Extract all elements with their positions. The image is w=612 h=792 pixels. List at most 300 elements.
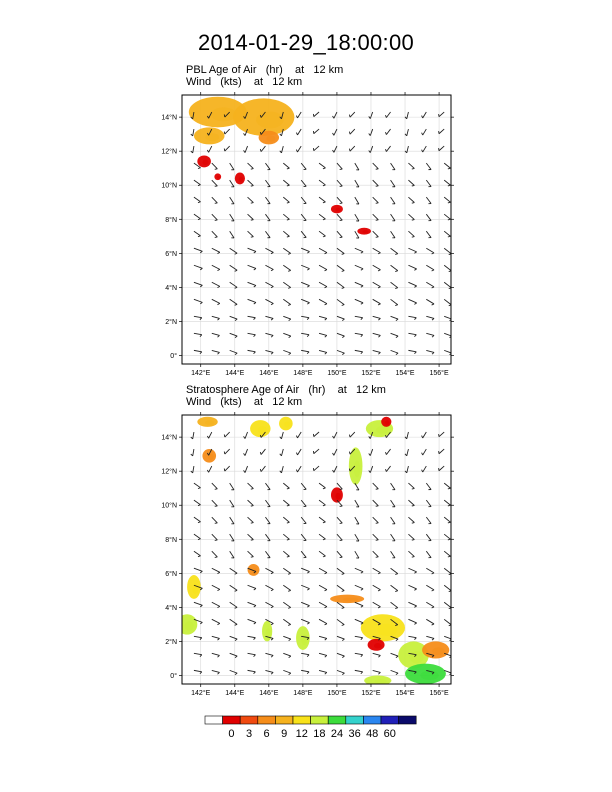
wind-vector bbox=[230, 483, 234, 490]
wind-vector bbox=[194, 483, 201, 488]
wind-barb bbox=[412, 557, 415, 558]
wind-vector bbox=[439, 466, 444, 471]
wind-vector bbox=[355, 248, 363, 252]
wind-vector bbox=[212, 636, 220, 638]
field-blob-core bbox=[205, 420, 214, 425]
wind-barb bbox=[251, 557, 254, 558]
wind-barb bbox=[412, 523, 415, 524]
wind-vector bbox=[319, 653, 327, 655]
wind-barb bbox=[342, 305, 345, 306]
wind-vector bbox=[265, 197, 270, 203]
wind-vector bbox=[391, 265, 398, 270]
wind-barb bbox=[361, 606, 363, 607]
wind-vector bbox=[193, 432, 194, 439]
wind-vector bbox=[373, 653, 381, 655]
wind-barb bbox=[251, 523, 254, 524]
wind-vector bbox=[391, 299, 398, 304]
wind-vector bbox=[319, 670, 327, 672]
wind-barb bbox=[288, 590, 290, 591]
wind-vector bbox=[319, 500, 325, 505]
wind-vector bbox=[212, 299, 220, 303]
wind-vector bbox=[373, 670, 381, 672]
map-plot-area bbox=[177, 415, 452, 686]
wind-barb bbox=[251, 169, 254, 170]
wind-barb bbox=[432, 270, 434, 271]
wind-vector bbox=[281, 146, 283, 153]
wind-barb bbox=[323, 236, 326, 237]
lat-tick-label: 10°N bbox=[161, 502, 177, 510]
wind-barb bbox=[432, 253, 434, 254]
field-blob-core bbox=[335, 493, 340, 500]
wind-vector bbox=[426, 534, 431, 540]
wind-vector bbox=[319, 517, 325, 522]
wind-vector bbox=[319, 299, 327, 303]
wind-vector bbox=[337, 636, 345, 639]
wind-barb bbox=[378, 590, 380, 591]
wind-vector bbox=[301, 653, 309, 654]
wind-vector bbox=[283, 163, 289, 168]
wind-vector bbox=[248, 551, 254, 556]
wind-barb bbox=[361, 303, 363, 304]
wind-vector bbox=[444, 197, 450, 202]
wind-vector bbox=[408, 265, 416, 269]
wind-vector bbox=[248, 163, 254, 168]
wind-barb bbox=[432, 638, 434, 640]
wind-vector bbox=[225, 449, 230, 454]
wind-vector bbox=[265, 350, 273, 352]
wind-vector bbox=[426, 299, 434, 304]
wind-vector bbox=[230, 265, 237, 270]
wind-barb bbox=[432, 573, 434, 574]
wind-vector bbox=[408, 197, 414, 202]
wind-vector bbox=[212, 483, 218, 489]
wind-barb bbox=[271, 638, 273, 640]
wind-vector bbox=[407, 449, 409, 456]
wind-vector bbox=[408, 517, 414, 522]
wind-barb bbox=[296, 453, 297, 455]
wind-barb bbox=[349, 469, 350, 472]
lon-tick-label: 146°E bbox=[259, 690, 279, 697]
wind-vector bbox=[355, 333, 363, 334]
lon-tick-label: 142°E bbox=[191, 690, 211, 697]
wind-vector bbox=[301, 568, 309, 571]
wind-vector bbox=[337, 299, 344, 304]
wind-vector bbox=[444, 568, 451, 574]
wind-vector bbox=[230, 248, 237, 253]
wind-barb bbox=[271, 318, 273, 320]
wind-vector bbox=[265, 534, 270, 540]
wind-barb bbox=[342, 336, 344, 338]
wind-vector bbox=[245, 432, 248, 439]
wind-vector bbox=[426, 517, 431, 523]
wind-barb bbox=[271, 335, 273, 337]
wind-vector bbox=[444, 500, 450, 505]
wind-barb bbox=[217, 589, 219, 590]
lat-tick-label: 6°N bbox=[165, 570, 177, 578]
wind-barb bbox=[271, 352, 273, 354]
wind-barb bbox=[395, 254, 398, 255]
wind-barb bbox=[361, 252, 363, 253]
wind-barb bbox=[395, 574, 398, 575]
wind-vector bbox=[439, 432, 444, 437]
wind-barb bbox=[448, 556, 451, 557]
wind-vector bbox=[408, 180, 414, 185]
wind-vector bbox=[283, 653, 291, 656]
lon-tick-label: 148°E bbox=[293, 370, 313, 377]
wind-vector bbox=[426, 265, 434, 270]
wind-barb bbox=[412, 540, 415, 541]
wind-vector bbox=[283, 483, 289, 488]
wind-vector bbox=[355, 517, 359, 524]
wind-barb bbox=[307, 589, 309, 590]
lon-tick-label: 142°E bbox=[191, 370, 211, 377]
wind-vector bbox=[283, 568, 290, 573]
wind-vector bbox=[212, 163, 218, 169]
wind-barb bbox=[395, 608, 398, 609]
wind-barb bbox=[432, 287, 434, 288]
wind-vector bbox=[230, 163, 234, 170]
wind-barb bbox=[412, 185, 415, 186]
wind-vector bbox=[193, 146, 194, 153]
wind-vector bbox=[337, 585, 344, 590]
wind-barb bbox=[323, 202, 326, 203]
wind-vector bbox=[301, 282, 309, 285]
wind-vector bbox=[225, 432, 230, 437]
wind-vector bbox=[370, 146, 372, 153]
field-blob-core bbox=[354, 460, 360, 477]
wind-barb bbox=[342, 639, 344, 641]
wind-barb bbox=[378, 253, 380, 254]
wind-vector bbox=[373, 602, 381, 607]
wind-vector bbox=[355, 500, 359, 507]
wind-vector bbox=[444, 265, 451, 271]
wind-vector bbox=[391, 602, 398, 607]
wind-vector bbox=[373, 163, 379, 169]
wind-vector bbox=[407, 466, 409, 473]
wind-vector bbox=[408, 248, 416, 252]
wind-vector bbox=[265, 670, 273, 672]
wind-vector bbox=[230, 350, 238, 353]
wind-barb bbox=[378, 607, 380, 608]
wind-vector bbox=[301, 197, 306, 203]
wind-barb bbox=[378, 287, 380, 288]
wind-vector bbox=[283, 180, 289, 185]
wind-barb bbox=[296, 133, 297, 135]
wind-vector bbox=[248, 483, 254, 488]
wind-vector bbox=[230, 636, 238, 639]
wind-vector bbox=[194, 517, 201, 522]
wind-barb bbox=[218, 352, 220, 354]
lon-tick-label: 150°E bbox=[327, 370, 347, 377]
wind-barb bbox=[342, 319, 344, 321]
wind-barb bbox=[307, 303, 309, 304]
wind-vector bbox=[355, 282, 363, 286]
wind-vector bbox=[319, 483, 325, 488]
colorbar-label: 36 bbox=[348, 728, 361, 740]
panel1-vector-label: Wind (kts) at 12 km bbox=[186, 76, 303, 88]
wind-barb bbox=[224, 469, 225, 472]
wind-barb bbox=[342, 625, 345, 626]
wind-vector bbox=[319, 333, 327, 335]
wind-barb bbox=[307, 286, 309, 287]
wind-vector bbox=[337, 197, 342, 203]
wind-barb bbox=[396, 656, 398, 658]
wind-barb bbox=[378, 352, 380, 354]
wind-barb bbox=[254, 606, 256, 608]
wind-vector bbox=[391, 568, 398, 573]
wind-barb bbox=[378, 573, 380, 574]
wind-barb bbox=[224, 114, 225, 117]
wind-barb bbox=[244, 150, 246, 152]
wind-vector bbox=[301, 517, 306, 523]
lon-tick-label: 150°E bbox=[327, 690, 347, 697]
wind-vector bbox=[230, 197, 234, 204]
wind-barb bbox=[422, 133, 423, 135]
wind-vector bbox=[426, 316, 434, 318]
wind-vector bbox=[283, 197, 289, 202]
wind-barb bbox=[412, 168, 415, 169]
wind-barb bbox=[361, 286, 363, 287]
wind-vector bbox=[391, 248, 398, 253]
wind-vector bbox=[355, 163, 359, 170]
wind-vector bbox=[194, 248, 202, 251]
wind-vector bbox=[373, 299, 381, 304]
wind-vector bbox=[391, 483, 395, 490]
wind-vector bbox=[245, 466, 248, 473]
wind-vector bbox=[194, 551, 201, 556]
wind-vector bbox=[248, 534, 254, 539]
wind-barb bbox=[307, 252, 309, 253]
wind-barb bbox=[296, 470, 297, 472]
wind-vector bbox=[408, 350, 416, 351]
wind-barb bbox=[342, 254, 345, 255]
wind-vector bbox=[314, 129, 319, 134]
wind-barb bbox=[307, 269, 309, 270]
colorbar-label: 60 bbox=[383, 728, 396, 740]
wind-vector bbox=[194, 534, 201, 539]
wind-barb bbox=[395, 271, 398, 272]
colorbar-swatch bbox=[328, 716, 346, 724]
field-blob-core bbox=[376, 426, 388, 434]
wind-vector bbox=[212, 585, 220, 589]
wind-barb bbox=[396, 353, 398, 355]
wind-vector bbox=[408, 636, 416, 637]
lon-tick-label: 156°E bbox=[429, 690, 449, 697]
colorbar-label: 6 bbox=[263, 728, 270, 740]
lon-tick-label: 144°E bbox=[225, 370, 245, 377]
wind-barb bbox=[342, 353, 344, 355]
wind-vector bbox=[265, 517, 270, 523]
wind-barb bbox=[325, 590, 327, 591]
wind-vector bbox=[245, 449, 248, 456]
wind-vector bbox=[314, 466, 319, 471]
wind-barb bbox=[369, 453, 371, 455]
wind-vector bbox=[225, 466, 230, 471]
colorbar-label: 18 bbox=[313, 728, 326, 740]
wind-vector bbox=[248, 619, 256, 622]
wind-vector bbox=[248, 231, 254, 236]
wind-vector bbox=[426, 602, 434, 607]
wind-barb bbox=[396, 319, 398, 321]
wind-vector bbox=[355, 265, 363, 269]
wind-barb bbox=[432, 607, 434, 608]
wind-vector bbox=[444, 585, 451, 591]
wind-barb bbox=[325, 352, 327, 354]
wind-vector bbox=[281, 466, 283, 473]
wind-vector bbox=[426, 350, 434, 352]
wind-vector bbox=[355, 350, 363, 351]
lat-tick-label: 0° bbox=[170, 672, 177, 680]
wind-vector bbox=[261, 146, 265, 152]
wind-vector bbox=[230, 231, 234, 238]
wind-barb bbox=[254, 268, 256, 270]
wind-vector bbox=[301, 248, 309, 251]
colorbar-label: 12 bbox=[295, 728, 308, 740]
wind-vector bbox=[212, 231, 218, 237]
wind-barb bbox=[325, 624, 327, 625]
wind-vector bbox=[301, 483, 306, 489]
field-blob-core bbox=[217, 176, 220, 179]
field-blob-core bbox=[432, 647, 444, 655]
wind-vector bbox=[245, 146, 248, 153]
wind-vector bbox=[319, 265, 327, 269]
wind-vector bbox=[334, 449, 337, 455]
wind-barb bbox=[378, 672, 380, 674]
wind-vector bbox=[355, 653, 363, 654]
wind-vector bbox=[408, 568, 416, 572]
wind-vector bbox=[319, 163, 325, 168]
wind-barb bbox=[217, 303, 219, 304]
wind-vector bbox=[265, 568, 273, 572]
wind-barb bbox=[287, 488, 290, 489]
wind-vector bbox=[439, 449, 444, 454]
wind-vector bbox=[301, 316, 309, 317]
wind-barb bbox=[244, 436, 246, 438]
wind-vector bbox=[283, 636, 291, 639]
wind-vector bbox=[391, 180, 395, 187]
field-blob-core bbox=[410, 651, 424, 663]
wind-barb bbox=[289, 353, 291, 355]
wind-barb bbox=[325, 318, 327, 320]
wind-vector bbox=[319, 534, 325, 539]
wind-vector bbox=[301, 231, 306, 237]
wind-vector bbox=[297, 449, 301, 455]
wind-vector bbox=[281, 432, 283, 439]
wind-vector bbox=[230, 214, 234, 221]
wind-vector bbox=[194, 500, 201, 505]
wind-barb bbox=[289, 639, 291, 641]
wind-vector bbox=[355, 551, 359, 558]
wind-vector bbox=[319, 350, 327, 352]
wind-barb bbox=[224, 149, 225, 152]
wind-vector bbox=[265, 214, 270, 220]
wind-vector bbox=[212, 568, 220, 572]
wind-vector bbox=[265, 333, 273, 335]
lat-tick-label: 8°N bbox=[165, 536, 177, 544]
wind-vector bbox=[248, 214, 254, 219]
wind-vector bbox=[391, 282, 398, 287]
wind-vector bbox=[426, 282, 434, 287]
wind-barb bbox=[422, 116, 423, 118]
wind-barb bbox=[287, 556, 290, 557]
wind-barb bbox=[325, 638, 327, 640]
wind-barb bbox=[432, 318, 434, 320]
wind-vector bbox=[283, 534, 289, 539]
wind-vector bbox=[265, 248, 273, 252]
wind-vector bbox=[373, 197, 379, 203]
wind-barb bbox=[396, 639, 398, 641]
wind-barb bbox=[325, 655, 327, 657]
wind-barb bbox=[198, 522, 200, 523]
wind-barb bbox=[296, 436, 297, 438]
wind-vector bbox=[426, 551, 431, 557]
wind-barb bbox=[198, 202, 200, 203]
wind-vector bbox=[439, 129, 444, 134]
wind-barb bbox=[422, 470, 423, 472]
wind-barb bbox=[271, 624, 273, 625]
wind-barb bbox=[333, 133, 334, 135]
wind-barb bbox=[254, 286, 256, 288]
wind-barb bbox=[342, 656, 344, 658]
wind-vector bbox=[248, 197, 254, 202]
lat-tick-label: 14°N bbox=[161, 114, 177, 122]
wind-barb bbox=[288, 270, 290, 271]
wind-barb bbox=[287, 236, 290, 237]
wind-vector bbox=[408, 299, 416, 303]
wind-vector bbox=[386, 146, 390, 152]
wind-vector bbox=[283, 265, 290, 270]
wind-barb bbox=[289, 656, 291, 658]
panel1-field-label: PBL Age of Air (hr) at 12 km bbox=[186, 64, 344, 76]
wind-vector bbox=[248, 299, 256, 302]
colorbar-swatch bbox=[311, 716, 329, 724]
wind-vector bbox=[265, 316, 273, 318]
wind-vector bbox=[283, 585, 290, 590]
wind-barb bbox=[432, 304, 434, 305]
wind-vector bbox=[337, 248, 344, 253]
wind-vector bbox=[283, 670, 291, 673]
wind-vector bbox=[337, 551, 342, 557]
wind-vector bbox=[265, 180, 270, 186]
wind-vector bbox=[373, 231, 379, 237]
wind-vector bbox=[319, 197, 325, 202]
wind-vector bbox=[265, 231, 270, 237]
wind-barb bbox=[289, 336, 291, 338]
wind-vector bbox=[355, 602, 363, 606]
wind-barb bbox=[251, 220, 254, 221]
wind-vector bbox=[319, 551, 325, 556]
wind-vector bbox=[386, 449, 390, 455]
wind-vector bbox=[230, 282, 237, 287]
wind-vector bbox=[391, 197, 395, 204]
wind-vector bbox=[426, 619, 434, 624]
colorbar-label: 48 bbox=[366, 728, 379, 740]
wind-barb bbox=[412, 505, 415, 506]
wind-vector bbox=[194, 231, 201, 236]
wind-barb bbox=[448, 522, 451, 523]
wind-vector bbox=[301, 299, 309, 302]
wind-vector bbox=[408, 214, 414, 219]
wind-vector bbox=[248, 653, 256, 654]
wind-vector bbox=[350, 112, 355, 117]
wind-barb bbox=[342, 288, 345, 289]
wind-barb bbox=[325, 672, 327, 674]
lon-tick-label: 152°E bbox=[361, 690, 381, 697]
wind-vector bbox=[391, 500, 395, 507]
colorbar-swatch bbox=[275, 716, 293, 724]
wind-vector bbox=[248, 670, 256, 671]
wind-vector bbox=[301, 585, 309, 588]
